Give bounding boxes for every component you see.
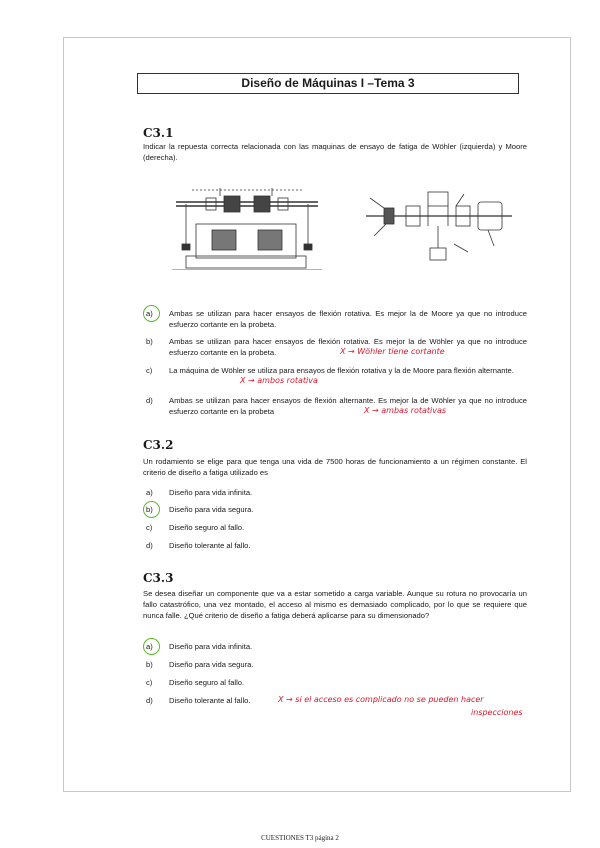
q3-option-c[interactable] — [143, 677, 527, 688]
q2-option-d-text: Diseño tolerante al fallo. — [169, 541, 251, 550]
page-title: Diseño de Máquinas I –Tema 3 — [137, 73, 519, 94]
correct-answer-circle — [143, 501, 160, 518]
q3-option-b-text: Diseño para vida segura. — [169, 660, 254, 669]
q3-option-b-letter: b) — [146, 660, 153, 669]
correct-answer-circle — [143, 638, 160, 655]
q1-option-b[interactable] — [143, 336, 527, 358]
q1-option-a[interactable] — [143, 308, 527, 330]
question-1-heading: C3.1 — [143, 126, 174, 140]
q3-option-d-text: Diseño tolerante al fallo. — [169, 696, 251, 705]
q1-option-b-letter: b) — [146, 337, 153, 346]
q1-option-a-letter: a) — [146, 308, 153, 319]
question-3-statement: Se desea diseñar un componente que va a estar sometido a carga variable. Aunque su rotura no provocaría un fallo catastrófico, una vez montado, el acceso al mismo es demasiado complicado, por lo que se requiere que nunca falle. ¿Qué criterio de diseño a fatiga deberá aplicarse para su dimensionado? — [143, 589, 527, 620]
moore-machine-drawing — [364, 186, 514, 270]
q1-option-c-handwritten-note: X → ambos rotativa — [240, 376, 318, 385]
q2-option-b-text: Diseño para vida segura. — [169, 505, 254, 514]
q1-option-b-handwritten-note: X → Wöhler tiene cortante — [340, 347, 445, 356]
q2-option-c-letter: c) — [146, 523, 153, 532]
q1-option-b-text: Ambas se utilizan para hacer ensayos de flexión rotativa. Es mejor la de Wöhler ya que no introduce esfuerzo cortante en la probeta. — [169, 337, 527, 357]
wohler-machine-drawing — [172, 186, 322, 270]
q2-option-a[interactable] — [143, 487, 527, 498]
q3-option-b[interactable] — [143, 659, 527, 670]
q3-option-d-letter: d) — [146, 696, 153, 705]
q1-option-d-letter: d) — [146, 396, 153, 405]
q1-option-c-text: La máquina de Wöhler se utiliza para ensayos de flexión rotativa y la de Moore para flexión alternante. — [169, 366, 514, 375]
q2-option-d[interactable] — [143, 540, 527, 551]
q2-option-c-text: Diseño seguro al fallo. — [169, 523, 245, 532]
q3-option-c-text: Diseño seguro al fallo. — [169, 678, 245, 687]
q1-option-d-text: Ambas se utilizan para hacer ensayos de flexión alternante. Es mejor la de Wöhler ya que no introduce esfuerzo cortante en la probeta — [169, 396, 527, 416]
q3-option-a-letter: a) — [146, 641, 153, 652]
q1-option-c[interactable] — [143, 365, 527, 376]
q1-option-d[interactable] — [143, 395, 527, 417]
q2-option-a-text: Diseño para vida infinita. — [169, 488, 253, 497]
correct-answer-circle — [143, 305, 160, 322]
document-page — [63, 37, 571, 792]
q2-option-b-letter: b) — [146, 504, 153, 515]
question-2-heading: C3.2 — [143, 438, 174, 452]
q3-handwritten-note-line2: inspecciones — [471, 708, 523, 717]
question-2-statement: Un rodamiento se elige para que tenga una vida de 7500 horas de funcionamiento a un régimen constante. El criterio de diseño a fatiga utilizado es — [143, 457, 527, 477]
q2-option-c[interactable] — [143, 522, 527, 533]
question-3-heading: C3.3 — [143, 571, 174, 585]
question-1-statement: Indicar la repuesta correcta relacionada con las maquinas de ensayo de fatiga de Wöhler (izquierda) y Moore (derecha). — [143, 142, 527, 162]
q3-option-a-text: Diseño para vida infinita. — [169, 642, 253, 651]
q3-option-a[interactable] — [143, 641, 527, 652]
q1-option-c-letter: c) — [146, 366, 153, 375]
q3-handwritten-note-line1: X → si el acceso es complicado no se pueden hacer — [278, 695, 484, 704]
q2-option-b[interactable] — [143, 504, 527, 515]
q2-option-a-letter: a) — [146, 488, 153, 497]
page-footer: CUESTIONES T3 página 2 — [261, 834, 339, 842]
q1-option-d-handwritten-note: X → ambas rotativas — [364, 406, 447, 415]
q1-option-a-text: Ambas se utilizan para hacer ensayos de flexión rotativa. Es mejor la de Moore ya que no introduce esfuerzo cortante en la probeta. — [169, 309, 527, 329]
q3-option-c-letter: c) — [146, 678, 153, 687]
q2-option-d-letter: d) — [146, 541, 153, 550]
